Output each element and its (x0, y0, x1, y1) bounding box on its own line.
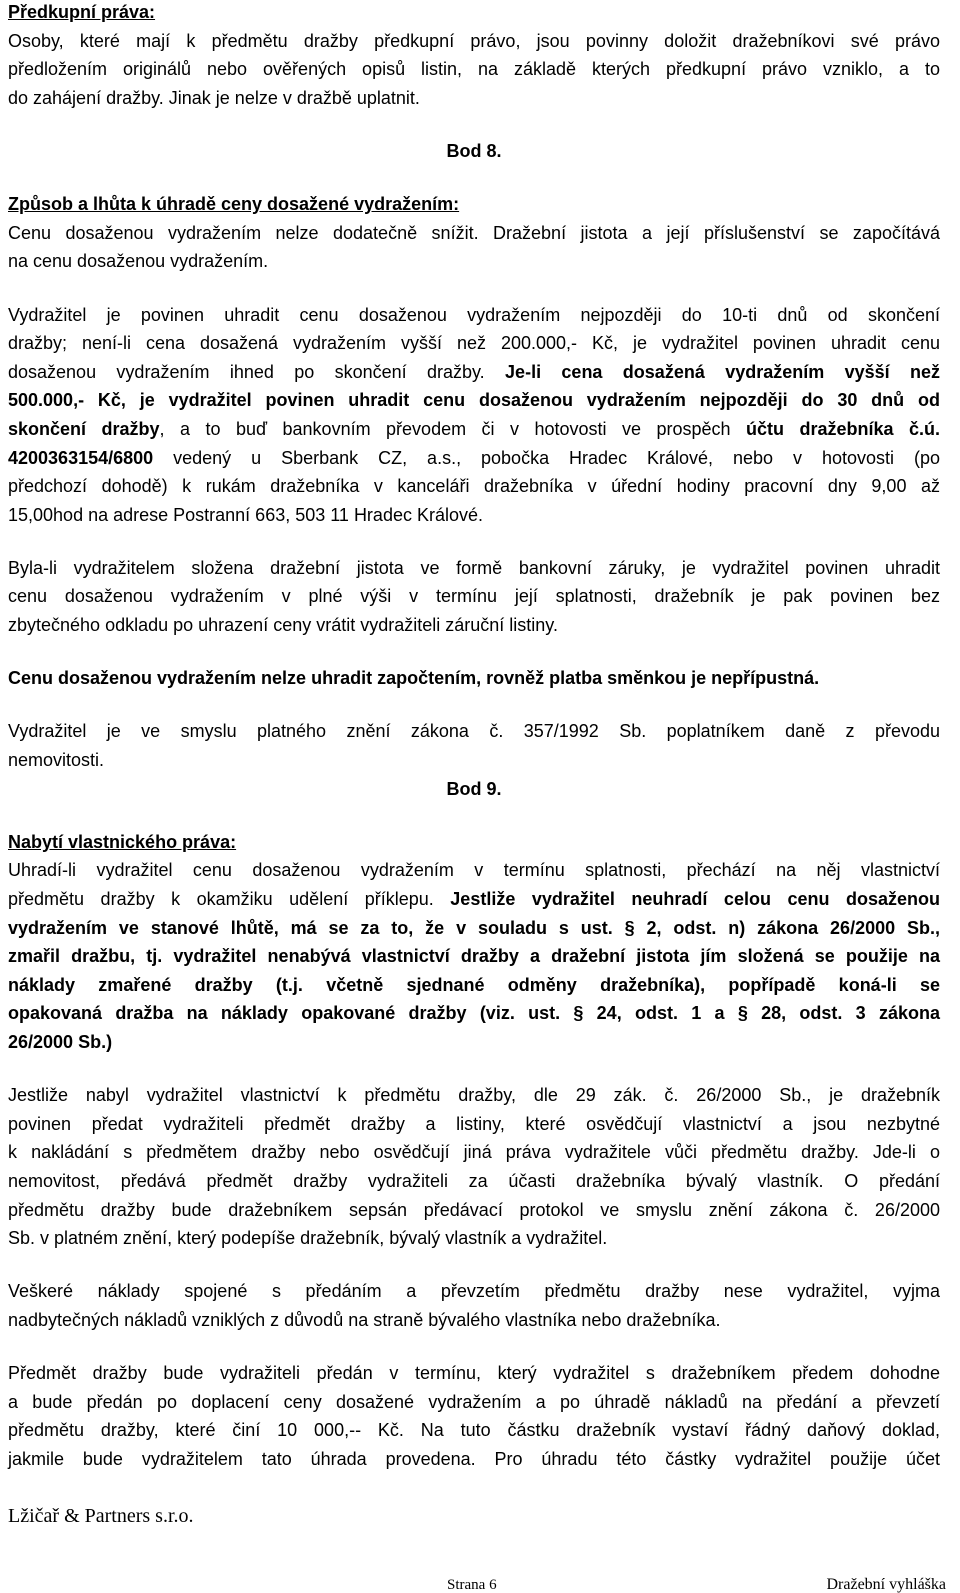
text-segment: vedený u Sberbank CZ, a.s., pobočka Hradec Králové, nebo v hotovosti (po (153, 447, 940, 468)
section-payment-method (8, 190, 940, 276)
footer-page-number: Strana 6 (447, 1577, 497, 1593)
text-segment: dosaženou vydražením ihned po skončení dražby. (8, 361, 506, 382)
section-heading: Nabytí vlastnického práva: (8, 831, 237, 852)
paragraph-handover-date (8, 1359, 940, 1473)
section-heading: Způsob a lhůta k úhradě ceny dosažené vydražením: (8, 194, 460, 215)
footer-document-title: Dražební vyhláška (826, 1576, 946, 1593)
point-heading: Bod 9. (446, 778, 502, 799)
text-line: Cenu dosaženou vydražením nelze dodatečně snížit. Dražební jistota a její příslušenství se započítává (8, 222, 940, 243)
bold-text-segment: účtu dražebníka č.ú. (746, 418, 940, 439)
text-segment: předmětu dražby k okamžiku udělení příklepu. (8, 889, 451, 909)
bold-text-line: vydražením ve stanové lhůtě, má se za to, že v souladu s ust. § 2, odst. n) zákona 26/2000 Sb., (8, 917, 940, 938)
text-line: Veškeré náklady spojené s předáním a převzetím předmětu dražby nese vydražitel, vyjma (8, 1281, 940, 1302)
paragraph-no-setoff (8, 664, 940, 693)
text-line (8, 885, 940, 914)
text-line: Uhradí-li vydražitel cenu dosaženou vydražením v termínu splatnosti, přechází na něj vlastnictví (8, 860, 940, 881)
text-line: Vydražitel je ve smyslu platného znění zákona č. 357/1992 Sb. poplatníkem daně z převodu (8, 721, 940, 742)
point-8-block (8, 137, 940, 166)
text-line (8, 444, 940, 473)
text-line: nemovitost, předává předmět dražby vydražiteli za účasti dražebníka bývalý vlastník. O předání (8, 1170, 940, 1191)
text-line: 15,00hod na adrese Postranní 663, 503 11 Hradec Králové. (8, 504, 483, 525)
text-line: předmětu dražby bude dražebníkem sepsán předávací protokol ve smyslu znění zákona č. 26/2000 (8, 1199, 940, 1220)
section-heading: Předkupní práva: (8, 2, 156, 22)
bold-text-line: náklady zmařené dražby (t.j. včetně sjednané odměny dražebníka), popřípadě koná-li se (8, 974, 940, 995)
text-line: jakmile bude vydražitelem tato úhrada provedena. Pro úhradu této částky vydražitel použije účet (8, 1448, 940, 1469)
section-ownership (8, 828, 940, 1057)
text-line: na cenu dosaženou vydražením. (8, 251, 269, 272)
text-line: povinen předat vydražiteli předmět dražby a listiny, které osvědčují vlastnictví a jsou nezbytné (8, 1113, 940, 1134)
bold-text-segment: skončení dražby (8, 418, 160, 439)
paragraph-bank-guarantee (8, 554, 940, 640)
text-line: Byla-li vydražitelem složena dražební jistota ve formě bankovní záruky, je vydražitel povinen uhradit (8, 557, 940, 578)
text-line: Osoby, které mají k předmětu dražby předkupní právo, jsou povinny doložit dražebníkovi své právo (8, 30, 940, 51)
text-line (8, 415, 940, 444)
text-line: nemovitosti. (8, 750, 105, 771)
bold-text-segment: Je-li cena dosažená vydražením vyšší než (505, 361, 940, 382)
point-heading: Bod 8. (446, 140, 502, 161)
bold-text-segment: Jestliže vydražitel neuhradí celou cenu dosaženou (450, 889, 940, 909)
text-line: nadbytečných nákladů vzniklých z důvodů na straně bývalého vlastníka nebo dražebníka. (8, 1309, 721, 1330)
text-line: Vydražitel je povinen uhradit cenu dosaženou vydražením nejpozději do 10-ti dnů od skončení (8, 304, 940, 325)
bold-text-line: zmařil dražbu, tj. vydražitel nenabývá vlastnictví dražby a dražební jistota jím složená se použije na (8, 946, 940, 967)
text-line (8, 358, 940, 387)
text-line: cenu dosaženou vydražením v plné výši v termínu její splatnosti, dražebník je pak povinen bez (8, 586, 940, 607)
text-line: Předmět dražby bude vydražiteli předán v termínu, který vydražitel s dražebníkem předem dohodne (8, 1363, 940, 1384)
paragraph-handover (8, 1081, 940, 1253)
text-line: předchozí dohodě) k rukám dražebníka v kanceláři dražebníka v úřední hodiny pracovní dny 9,00 až (8, 476, 940, 497)
text-line: zbytečného odkladu po uhrazení ceny vrátit vydražiteli záruční listiny. (8, 615, 558, 636)
text-line: k nakládání s předmětem dražby nebo osvědčují jiná práva vydražitele vůči předmětu dražby. Jde-li o (8, 1142, 940, 1163)
text-line: předmětu dražby, které činí 10 000,-- Kč. Na tuto částku dražebník vystaví řádný daňový doklad, (8, 1420, 940, 1441)
text-line: předložením originálů nebo ověřených opisů listin, na základě kterých předkupní právo vzniklo, a to (8, 59, 940, 80)
bold-text-line: Cenu dosaženou vydražením nelze uhradit započtením, rovněž platba směnkou je nepřípustná. (8, 668, 820, 689)
document-body (8, 0, 940, 1473)
text-line: Sb. v platném znění, který podepíše dražebník, bývalý vlastník a vydražitel. (8, 1228, 608, 1249)
text-line: a bude předán po doplacení ceny dosažené vydražením a po úhradě nákladů na předání a převzetí (8, 1391, 940, 1412)
bold-text-line: 26/2000 Sb.) (8, 1031, 113, 1052)
section-preemption-rights (8, 0, 940, 112)
paragraph-payment-terms (8, 301, 940, 530)
footer-company-name: Lžičař & Partners s.r.o. (8, 1505, 194, 1527)
paragraph-tax (8, 717, 940, 803)
paragraph-costs (8, 1277, 940, 1334)
text-line: Jestliže nabyl vydražitel vlastnictví k předmětu dražby, dle 29 zák. č. 26/2000 Sb., je dražebník (8, 1085, 940, 1106)
bank-account-number: 4200363154/6800 (8, 447, 154, 468)
text-line: dražby; není-li cena dosažená vydražením vyšší než 200.000,- Kč, je vydražitel povinen uhradit cenu (8, 333, 940, 354)
bold-text-line: opakovaná dražba na náklady opakované dražby (viz. ust. § 24, odst. 1 a § 28, odst. 3 zákona (8, 1003, 940, 1024)
text-segment: , a to buď bankovním převodem či v hotovosti ve prospěch (159, 418, 747, 439)
text-line: do zahájení dražby. Jinak je nelze v dražbě uplatnit. (8, 87, 420, 108)
bold-text-line: 500.000,- Kč, je vydražitel povinen uhradit cenu dosaženou vydražením nejpozději do 30 dnů od (8, 390, 940, 411)
